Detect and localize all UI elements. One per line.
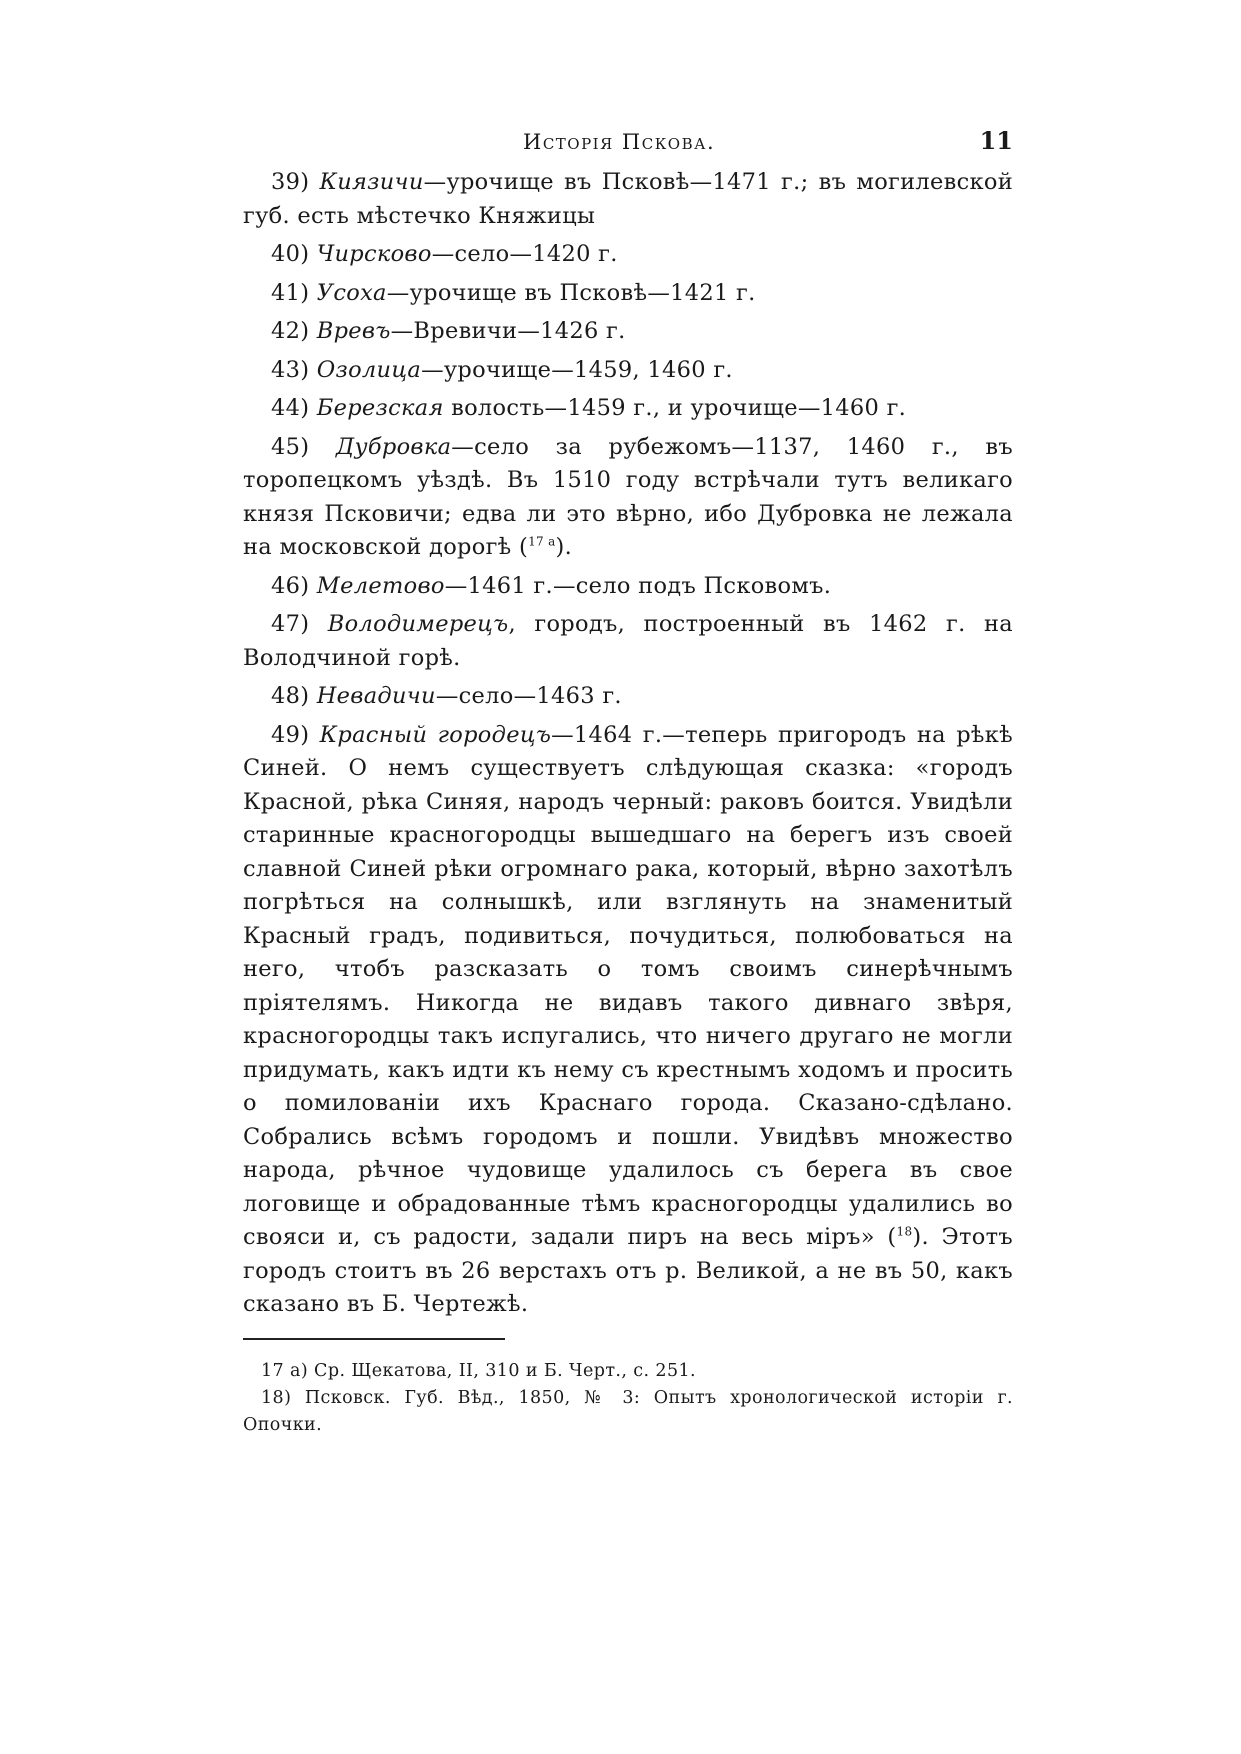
footnotes [243,1358,1013,1439]
place-name: Володимерецъ [327,611,509,637]
entry-43: 43) Озолица—урочище—1459, 1460 г. [271,356,733,383]
entry-39: 39) Киязичи—урочище въ Псковѣ—1471 г.; въ могилевской губ. есть мѣстечко Княжицы [243,169,1014,229]
entry-41: 41) Усоха—урочище въ Псковѣ—1421 г. [271,279,756,306]
entry-49: 49) Красный городецъ—1464 г.—теперь пригородъ на рѣкѣ Синей. О немъ существуетъ слѣдующая сказка: «городъ Красной, рѣка Синяя, народъ черный: раковъ боится. Увидѣли старинные красногородцы вышедшаго на берегъ изъ своей славной Синей рѣки огромнаго рака, который, вѣрно захотѣлъ погрѣться на солнышкѣ, или взглянуть на знаменитый Красный градъ, подивиться, почудиться, полюбоваться на него, чтобъ разсказать о томъ своимъ синерѣчнымъ пріятелямъ. Никогда не видавъ такого дивнаго звѣря, красногородцы такъ испугались, что ничего другаго не могли придумать, какъ идти къ нему съ крестнымъ ходомъ и просить о помилованіи ихъ Краснаго города. Сказано-сдѣлано. Собрались всѣмъ городомъ и пошли. Увидѣвъ множество народа, рѣчное чудовище удалилось съ берега въ свое логовище и обрадованные тѣмъ красногородцы удалились во свояси и, съ радости, задали пиръ на весь міръ» ($^{18}$). Этотъ городъ стоитъ въ 26 верстахъ отъ р. Великой, а не въ 50, какъ сказано въ Б. Чертежѣ. [243,721,1013,1317]
place-name: Усоха [316,279,387,306]
place-name: Озолица [316,356,422,383]
entry-45: 45) Дубровка—село за рубежомъ—1137, 1460 г., въ торопецкомъ уѣздѣ. Въ 1510 году встрѣчали тутъ великаго князя Псковичи; едва ли это вѣрно, ибо Дубровка не лежала на московской дорогѣ ($^{17 а}$). [243,433,1013,560]
page-number: 11 [979,126,1013,155]
entry-42: 42) Вревъ—Вревичи—1426 г. [271,318,626,344]
footnote-ref: 17 а [528,534,556,549]
footnote-17a: 17 а) Ср. Щекатова, II, 310 и Б. Черт., с. 251. [261,1361,696,1381]
page [243,118,1013,1327]
place-name: Вревъ [316,318,391,344]
place-name: Дубровка [335,433,452,460]
footnote-divider [243,1338,505,1340]
place-name: Красный городецъ [319,721,552,748]
place-name: Чирсково [316,241,432,267]
place-name: Киязичи [319,169,424,195]
entry-40: 40) Чирсково—село—1420 г. [271,241,618,267]
page-header [243,118,1013,158]
entry-list [243,166,1013,1322]
footnote-ref: 18 [896,1224,913,1239]
entry-48: 48) Невадичи—село—1463 г. [271,683,622,709]
place-name: Невадичи [316,683,436,709]
place-name: Мелетово [316,572,445,599]
footnote-mark: 18) [261,1388,292,1408]
place-name: Березская [316,395,444,421]
footnote-18: 18) Псковск. Губ. Вѣд., 1850, № 3: Опытъ хронологической исторіи г. Опочки. [243,1388,1013,1435]
entry-47: 47) Володимерецъ, городъ, построенный въ 1462 г. на Володчиной горѣ. [243,611,1013,671]
entry-46: 46) Мелетово—1461 г.—село подъ Псковомъ. [271,572,832,599]
entry-44: 44) Березская волость—1459 г., и урочище—1460 г. [271,395,907,421]
footnote-mark: 17 а) [261,1361,309,1381]
running-title: Исторія Пскова. [523,130,716,154]
